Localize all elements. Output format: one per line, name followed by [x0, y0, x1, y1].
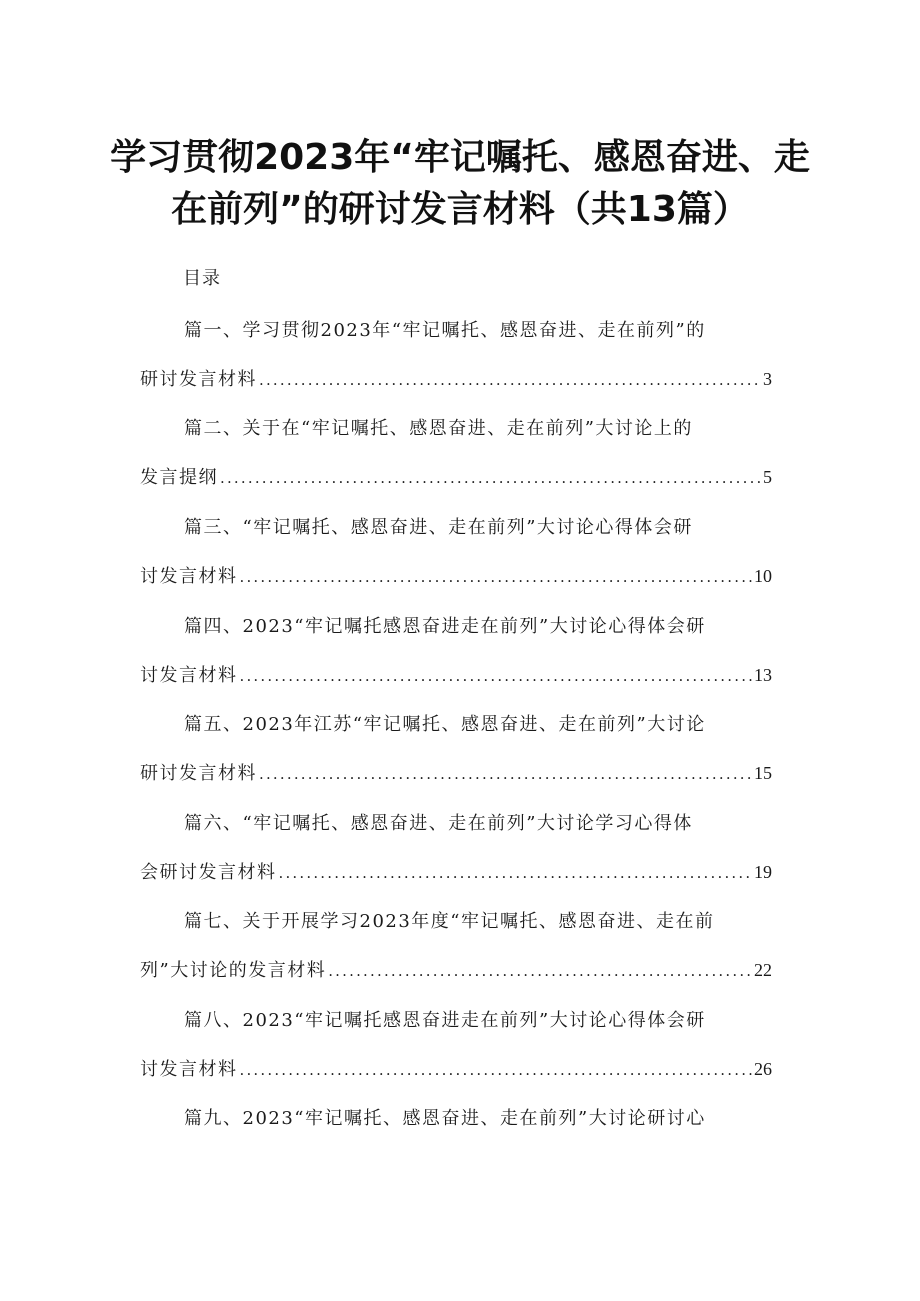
toc-entry-title: 篇五、2023年江苏“牢记嘱托、感恩奋进、走在前列”大讨论 — [184, 714, 706, 735]
toc-entry-4[interactable] — [140, 616, 772, 686]
toc-page-number: 22 — [754, 960, 772, 980]
toc-entry-continuation — [140, 861, 772, 884]
toc-dot-leader — [259, 369, 761, 391]
toc-entry-3[interactable] — [140, 517, 772, 587]
toc-entry-continuation — [140, 368, 772, 391]
toc-entry-5[interactable] — [140, 714, 772, 784]
toc-entry-title-tail: 研讨发言材料 — [140, 369, 257, 390]
toc-dot-leader — [240, 566, 753, 588]
toc-entry-title: 篇七、关于开展学习2023年度“牢记嘱托、感恩奋进、走在前 — [184, 911, 715, 932]
document-title-line-2: 在前列”的研讨发言材料（共13篇） — [171, 189, 749, 230]
toc-page-number: 13 — [754, 665, 772, 685]
toc-entry-title-tail: 讨发言材料 — [140, 665, 238, 686]
toc-entry-title-tail: 列”大讨论的发言材料 — [140, 960, 327, 981]
toc-entry-title-tail: 讨发言材料 — [140, 566, 238, 587]
toc-entry-continuation — [140, 565, 772, 588]
toc-page-number: 3 — [763, 369, 772, 389]
toc-dot-leader — [240, 665, 753, 687]
toc-heading: 目录 — [183, 268, 221, 289]
toc-entry-6[interactable] — [140, 813, 772, 883]
toc-entry-title: 篇三、“牢记嘱托、感恩奋进、走在前列”大讨论心得体会研 — [184, 517, 693, 538]
toc-entry-2[interactable] — [140, 418, 772, 488]
toc-entry-title: 篇九、2023“牢记嘱托、感恩奋进、走在前列”大讨论研讨心 — [184, 1108, 706, 1129]
toc-page-number: 19 — [754, 862, 772, 882]
toc-entry-continuation — [140, 762, 772, 785]
toc-entry-continuation — [140, 466, 772, 489]
toc-entry-title-tail: 会研讨发言材料 — [140, 862, 277, 883]
document-title-line-1: 学习贯彻2023年“牢记嘱托、感恩奋进、走 — [110, 137, 810, 178]
toc-entry-title: 篇四、2023“牢记嘱托感恩奋进走在前列”大讨论心得体会研 — [184, 616, 706, 637]
toc-entry-title-tail: 讨发言材料 — [140, 1059, 238, 1080]
toc-entry-continuation — [140, 1058, 772, 1081]
toc-entry-title: 篇六、“牢记嘱托、感恩奋进、走在前列”大讨论学习心得体 — [184, 813, 693, 834]
toc-entry-1[interactable] — [140, 320, 772, 390]
toc-dot-leader — [220, 467, 761, 489]
toc-entry-title-tail: 研讨发言材料 — [140, 763, 257, 784]
toc-entry-continuation — [140, 664, 772, 687]
toc-entry-continuation — [140, 959, 772, 982]
toc-page-number: 15 — [754, 763, 772, 783]
toc-entry-title: 篇二、关于在“牢记嘱托、感恩奋进、走在前列”大讨论上的 — [184, 418, 693, 439]
toc-dot-leader — [240, 1059, 753, 1081]
toc-page-number: 5 — [763, 467, 772, 487]
toc-entry-title: 篇一、学习贯彻2023年“牢记嘱托、感恩奋进、走在前列”的 — [184, 320, 706, 341]
toc-entry-8[interactable] — [140, 1010, 772, 1080]
toc-entry-7[interactable] — [140, 911, 772, 981]
toc-entry-9[interactable] — [140, 1108, 772, 1130]
toc-dot-leader — [279, 862, 753, 884]
toc-page-number: 10 — [754, 566, 772, 586]
toc-dot-leader — [328, 960, 752, 982]
toc-entry-title-tail: 发言提纲 — [140, 467, 218, 488]
toc-page-number: 26 — [754, 1059, 772, 1079]
toc-dot-leader — [259, 763, 752, 785]
toc-entry-title: 篇八、2023“牢记嘱托感恩奋进走在前列”大讨论心得体会研 — [184, 1010, 706, 1031]
